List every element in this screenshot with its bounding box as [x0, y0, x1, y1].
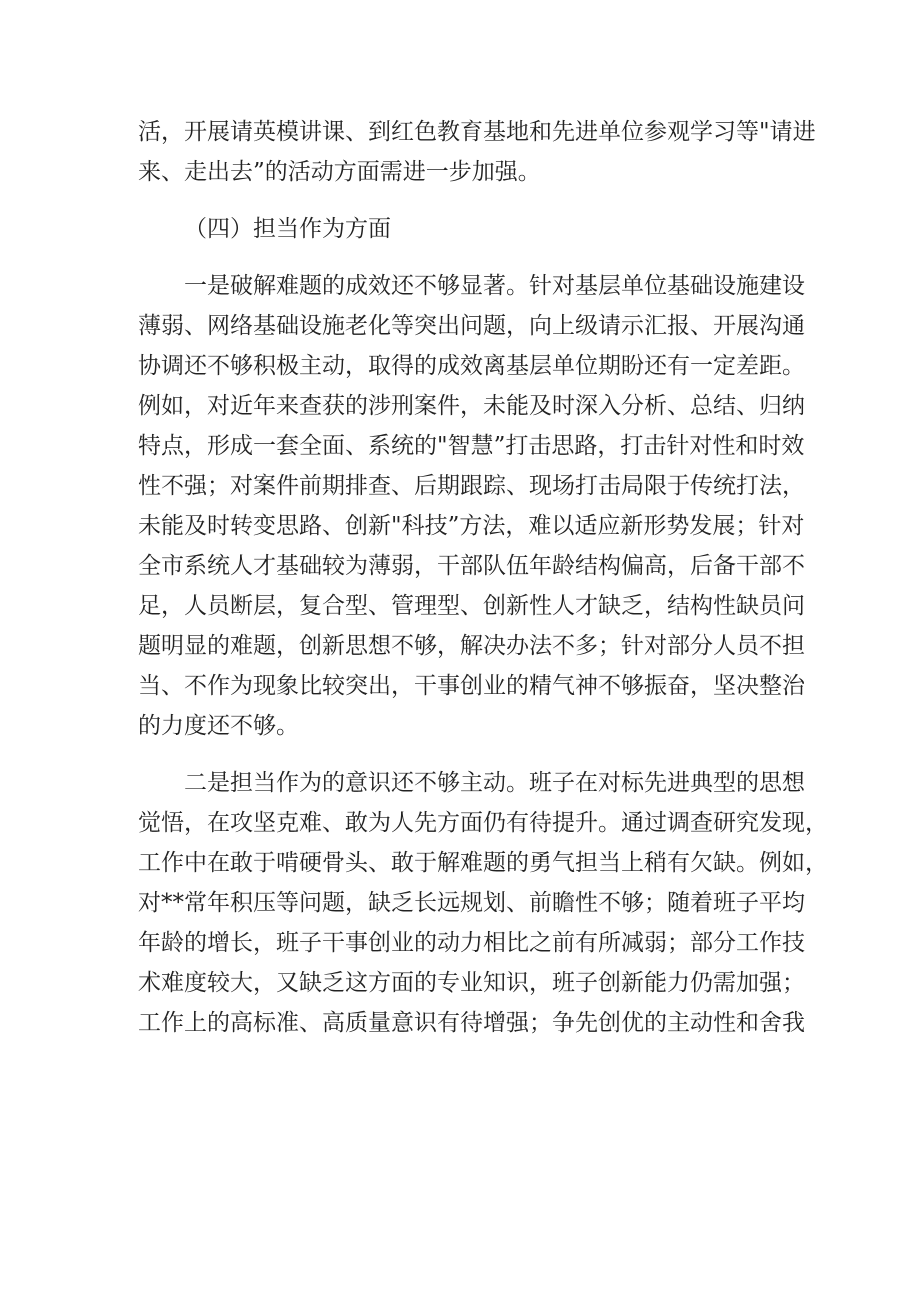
section-heading [138, 209, 778, 249]
text-line: 术难度较大，又缺乏这方面的专业知识，班子创新能力仍需加强； [138, 970, 805, 996]
text-line: 来、走出去”的活动方面需进一步加强。 [138, 159, 541, 185]
text-line: 的力度还不够。 [138, 713, 299, 739]
section-heading-text: （四）担当作为方面 [184, 216, 391, 242]
text-line: 题明显的难题，创新思想不够，解决办法不多；针对部分人员不担 [138, 633, 805, 659]
text-line: 二是担当作为的意识还不够主动。班子在对标先进典型的思想 [138, 770, 805, 796]
paragraph-one [138, 266, 805, 746]
paragraph-two [138, 763, 828, 1043]
text-line: 对**常年积压等问题，缺乏长远规划、前瞻性不够；随着班子平均 [138, 890, 805, 916]
text-line: 工作中在敢于啃硬骨头、敢于解难题的勇气担当上稍有欠缺。例如， [138, 850, 828, 876]
text-line: 活，开展请英模讲课、到红色教育基地和先进单位参观学习等"请进 [138, 119, 816, 145]
text-line: 足，人员断层，复合型、管理型、创新性人才缺乏，结构性缺员问 [138, 593, 805, 619]
text-line: 性不强；对案件前期排查、后期跟踪、现场打击局限于传统打法， [138, 473, 805, 499]
text-line: 工作上的高标准、高质量意识有待增强；争先创优的主动性和舍我 [138, 1010, 805, 1036]
text-line: 觉悟，在攻坚克难、敢为人先方面仍有待提升。通过调查研究发现， [138, 810, 828, 836]
text-line: 未能及时转变思路、创新"科技”方法，难以适应新形势发展；针对 [138, 513, 805, 539]
text-line: 当、不作为现象比较突出，干事创业的精气神不够振奋，坚决整治 [138, 673, 805, 699]
text-line: 特点，形成一套全面、系统的"智慧”打击思路，打击针对性和时效 [138, 433, 805, 459]
text-line: 薄弱、网络基础设施老化等突出问题，向上级请示汇报、开展沟通 [138, 313, 805, 339]
document-body [138, 112, 828, 1043]
paragraph-intro [138, 112, 816, 192]
text-line: 例如，对近年来查获的涉刑案件，未能及时深入分析、总结、归纳 [138, 393, 805, 419]
text-line: 一是破解难题的成效还不够显著。针对基层单位基础设施建设 [138, 273, 805, 299]
text-line: 年龄的增长，班子干事创业的动力相比之前有所减弱；部分工作技 [138, 930, 805, 956]
text-line: 协调还不够积极主动，取得的成效离基层单位期盼还有一定差距。 [138, 353, 805, 379]
text-line: 全市系统人才基础较为薄弱，干部队伍年龄结构偏高，后备干部不 [138, 553, 805, 579]
